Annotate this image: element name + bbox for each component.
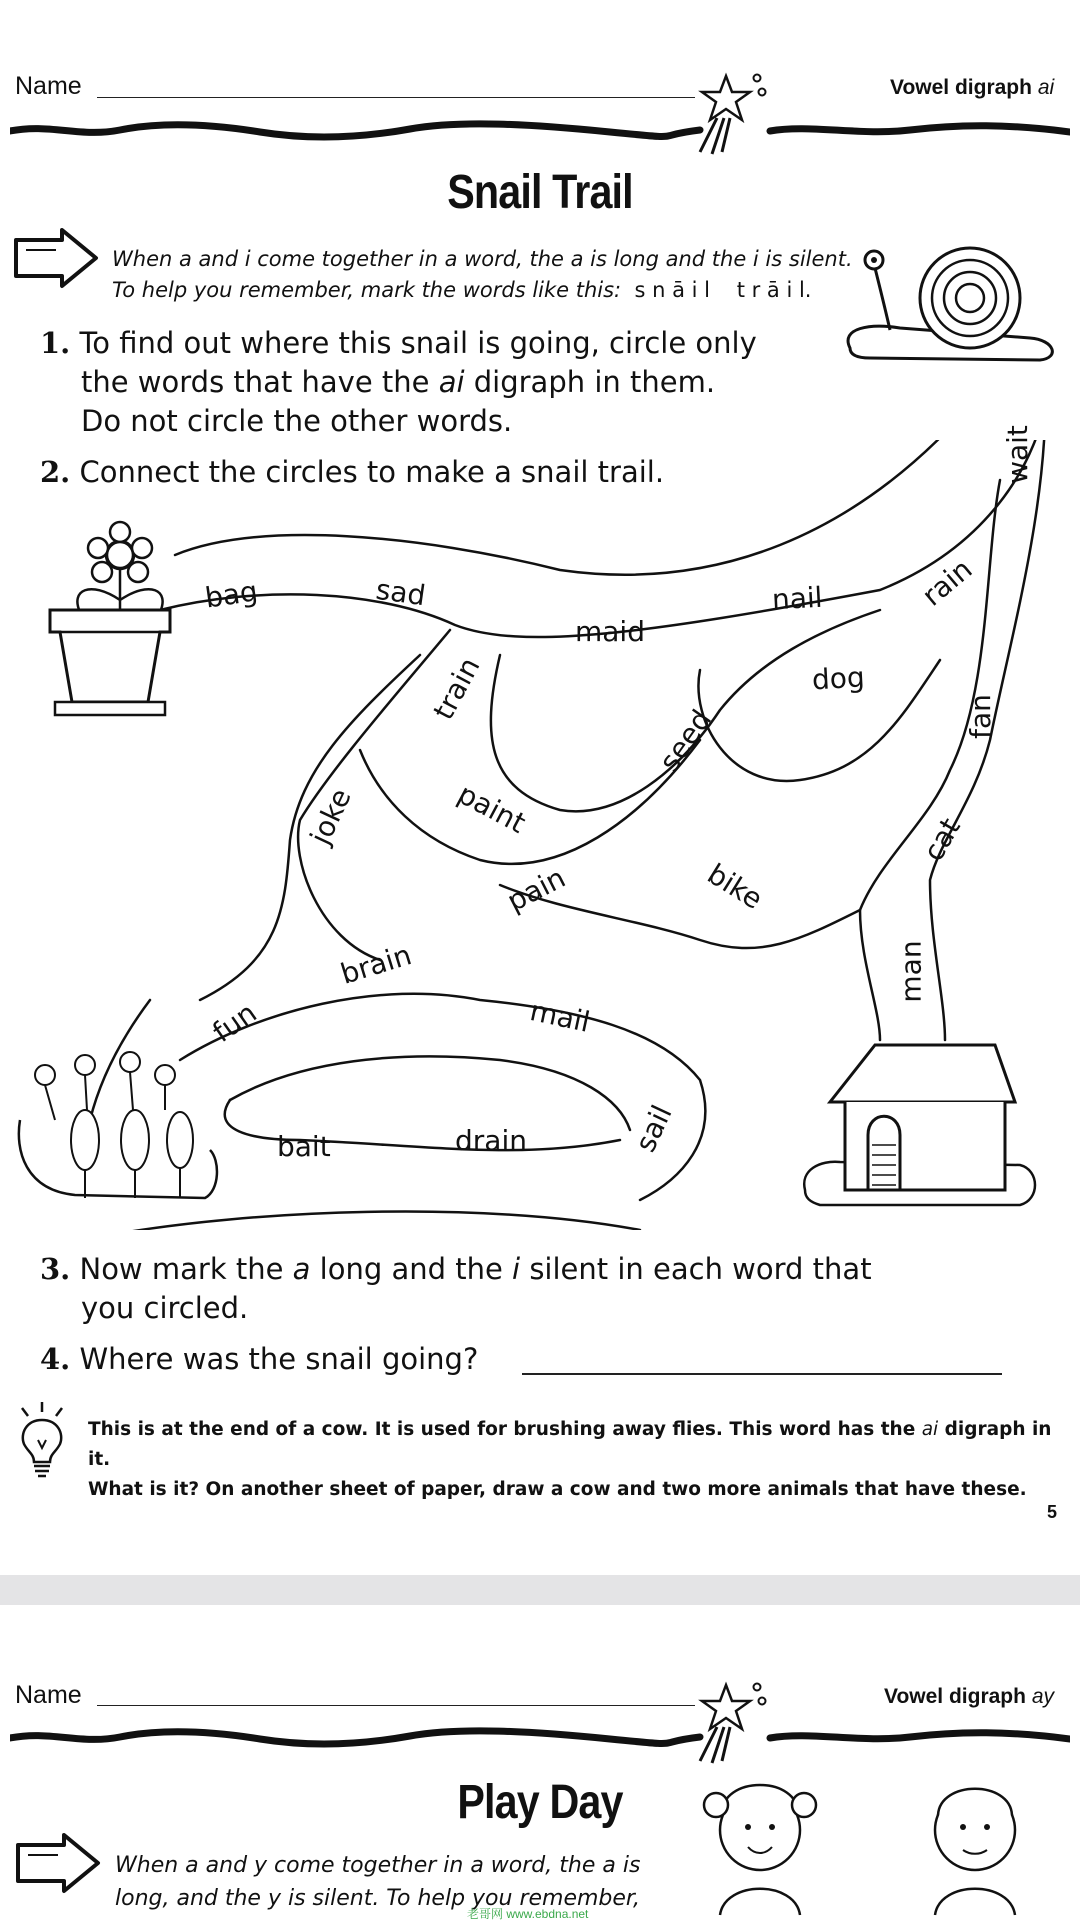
flower-pot-illustration xyxy=(40,520,190,725)
tip-line-2: What is it? On another sheet of paper, draw a cow and two more animals that have these. xyxy=(88,1479,1027,1500)
question-3 xyxy=(40,1250,1020,1328)
topic-tag: Vowel digraph ai xyxy=(890,76,1055,99)
note-line-2: To help you remember, mark the words like this: s n ā i l t r ā i l. xyxy=(112,278,812,302)
note-line-1: When a and y come together in a word, the a is xyxy=(115,1853,641,1878)
arrow-icon xyxy=(12,226,102,290)
maze-word-bait[interactable]: bait xyxy=(277,1130,331,1163)
maze-word-paint[interactable]: paint xyxy=(452,777,532,840)
maze-word-wait[interactable]: wait xyxy=(1000,425,1034,484)
name-line[interactable] xyxy=(97,1705,695,1706)
question-3-line-2: you circled. xyxy=(81,1291,249,1325)
arrow-icon xyxy=(14,1831,104,1895)
maze-word-drain[interactable]: drain xyxy=(455,1124,527,1157)
question-1-line-2: the words that have the ai digraph in them. xyxy=(81,365,716,399)
light-bulb-icon xyxy=(14,1400,70,1480)
shooting-star-icon xyxy=(692,1675,782,1765)
instruction-note xyxy=(112,244,872,306)
maze-word-maid[interactable]: maid xyxy=(575,615,645,648)
note-line-1: When a and i come together in a word, the a is long and the i is silent. xyxy=(112,247,853,271)
page-title: Play Day xyxy=(457,1776,623,1829)
dog-house-illustration xyxy=(800,1040,1040,1210)
tip-text xyxy=(88,1415,1068,1505)
question-3-line-1: 3. Now mark the a long and the i silent in each word that xyxy=(40,1252,872,1286)
maze-word-joke[interactable]: joke xyxy=(303,783,358,850)
maze-word-dog[interactable]: dog xyxy=(811,660,866,697)
name-label: Name xyxy=(15,1681,82,1709)
maze-word-train[interactable]: train xyxy=(426,651,487,726)
question-1-line-1: 1. To find out where this snail is going, circle only xyxy=(40,326,757,360)
page-number: 5 xyxy=(1047,1502,1058,1522)
maze-word-man[interactable]: man xyxy=(894,940,928,1003)
maze-word-sad[interactable]: sad xyxy=(373,572,428,613)
note-line-2: long, and the y is silent. To help you remember, xyxy=(115,1886,640,1911)
page-title: Snail Trail xyxy=(447,166,633,219)
maze-word-mail[interactable]: mail xyxy=(527,994,593,1039)
question-1-line-3: Do not circle the other words. xyxy=(81,404,513,438)
maze-word-pain[interactable]: pain xyxy=(501,861,571,918)
worksheet-page-6 xyxy=(0,1605,1080,1920)
maze-word-bike[interactable]: bike xyxy=(701,857,769,916)
flower-garden-illustration xyxy=(15,1040,225,1200)
snail-illustration xyxy=(830,228,1070,378)
maze-word-fan[interactable]: fan xyxy=(963,694,997,739)
maze-word-bag[interactable]: bag xyxy=(202,574,260,615)
wavy-divider xyxy=(10,118,1070,144)
maze-word-nail[interactable]: nail xyxy=(771,580,824,617)
question-2: 2. Connect the circles to make a snail trail. xyxy=(40,455,665,489)
watermark: 老哥网 www.ebdna.net xyxy=(467,1907,589,1920)
maze-word-rain[interactable]: rain xyxy=(915,552,979,613)
name-label: Name xyxy=(15,72,82,100)
maze-word-brain[interactable]: brain xyxy=(336,938,416,991)
tip-line-1: This is at the end of a cow. It is used for brushing away flies. This word has the ai digraph in it. xyxy=(88,1419,1052,1470)
maze-word-sail[interactable]: sail xyxy=(628,1100,679,1157)
maze-word-seed[interactable]: seed xyxy=(652,703,719,778)
question-4: 4. Where was the snail going? xyxy=(40,1342,479,1376)
topic-tag: Vowel digraph ay xyxy=(884,1685,1054,1708)
maze-word-cat[interactable]: cat xyxy=(916,812,967,867)
children-illustration xyxy=(680,1755,1060,1920)
name-line[interactable] xyxy=(97,97,695,98)
maze-word-fun[interactable]: fun xyxy=(206,995,263,1050)
question-1 xyxy=(40,324,820,441)
answer-line[interactable] xyxy=(522,1373,1002,1375)
wavy-divider xyxy=(10,1725,1070,1751)
